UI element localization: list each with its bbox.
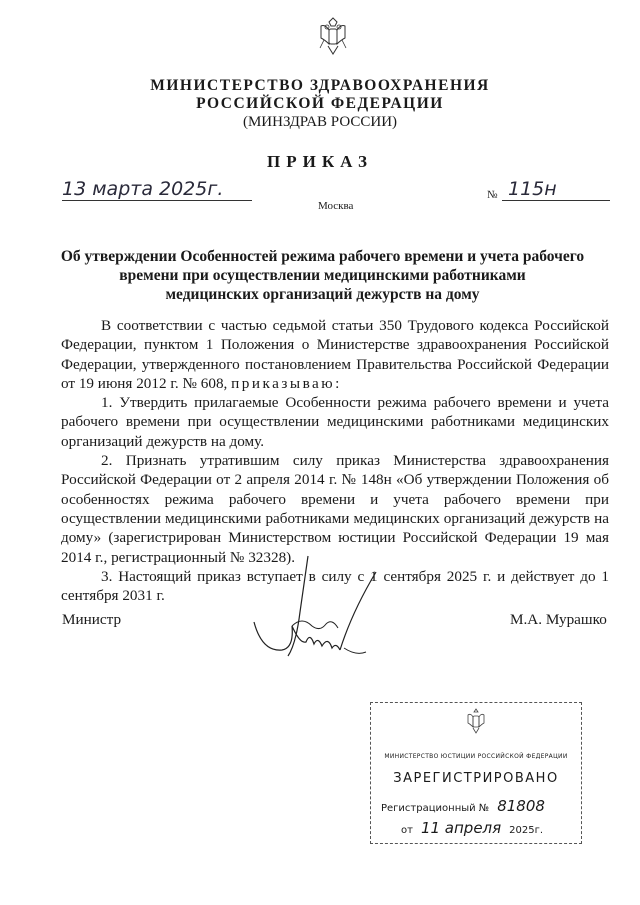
preamble-paragraph [61,316,609,393]
order-type-heading: ПРИКАЗ [267,152,373,171]
stamp-organization: МИНИСТЕРСТВО ЮСТИЦИИ РОССИЙСКОЙ ФЕДЕРАЦИИ [384,753,568,760]
stamp-emblem [465,707,487,735]
stamp-reg-number: 81808 [497,797,545,815]
order-title-line2: времени при осуществлении медицинскими работниками [119,267,526,284]
stamp-reg-label: Регистрационный № [381,803,490,814]
stamp-date-row [401,819,577,838]
order-number-handwritten: 115н [508,178,557,200]
stamp-date-year: 2025г. [509,825,544,836]
handwritten-signature [248,552,388,672]
order-city: Москва [318,200,354,212]
ministry-short-name: (МИНЗДРАВ РОССИИ) [242,114,398,130]
registration-stamp [370,702,582,844]
stamp-date-prefix: от [401,825,413,836]
signatory-position: Министр [62,611,122,628]
order-title-line1: Об утверждении Особенностей режима рабочего времени и учета рабочего [60,248,585,265]
ministry-name-line1: МИНИСТЕРСТВО ЗДРАВООХРАНЕНИЯ [150,77,490,94]
stamp-registered: ЗАРЕГИСТРИРОВАНО [393,771,559,786]
preamble-text: В соответствии с частью седьмой статьи 350 Трудового кодекса Российской Федерации, пунктом 1 Положения о Министерстве здравоохранения Российской Федерации, утвержденного постановлением Правительства Российской Федерации от 19 июня 2012 г. № 608, [61,317,609,392]
number-underline [502,200,610,201]
paragraph-3: 3. Настоящий приказ вступает в силу с 1 сентября 2025 г. и действует до 1 сентября 2031 г. [61,567,609,605]
signatory-name: М.А. Мурашко [510,611,607,628]
ministry-name-line2: РОССИЙСКОЙ ФЕДЕРАЦИИ [196,95,444,112]
stamp-reg-number-row [381,797,577,816]
paragraph-1: 1. Утвердить прилагаемые Особенности режима рабочего времени и учета рабочего времени при осуществлении медицинскими работниками медицинских организаций дежурств на дому. [61,394,609,450]
order-title-line3: медицинских организаций дежурств на дому [165,286,480,303]
date-underline [62,200,252,201]
paragraph-2: 2. Признать утратившим силу приказ Министерства здравоохранения Российской Федерации от 2 апреля 2014 г. № 148н «Об утверждении Положения об особенностях режима рабочего времени и учета рабочего времени при осуществлении медицинскими работниками медицинских организаций дежурств на дому» (зарегистрирован Министерством юстиции Российской Федерации 19 мая 2014 г., регистрационный № 32328). [61,452,609,566]
orders-word: приказываю: [231,374,342,392]
order-date-handwritten: 13 марта 2025г. [62,178,224,200]
order-number-label: № [487,189,498,201]
stamp-date-handwritten: 11 апреля [420,819,502,837]
coat-of-arms-emblem [316,14,350,58]
